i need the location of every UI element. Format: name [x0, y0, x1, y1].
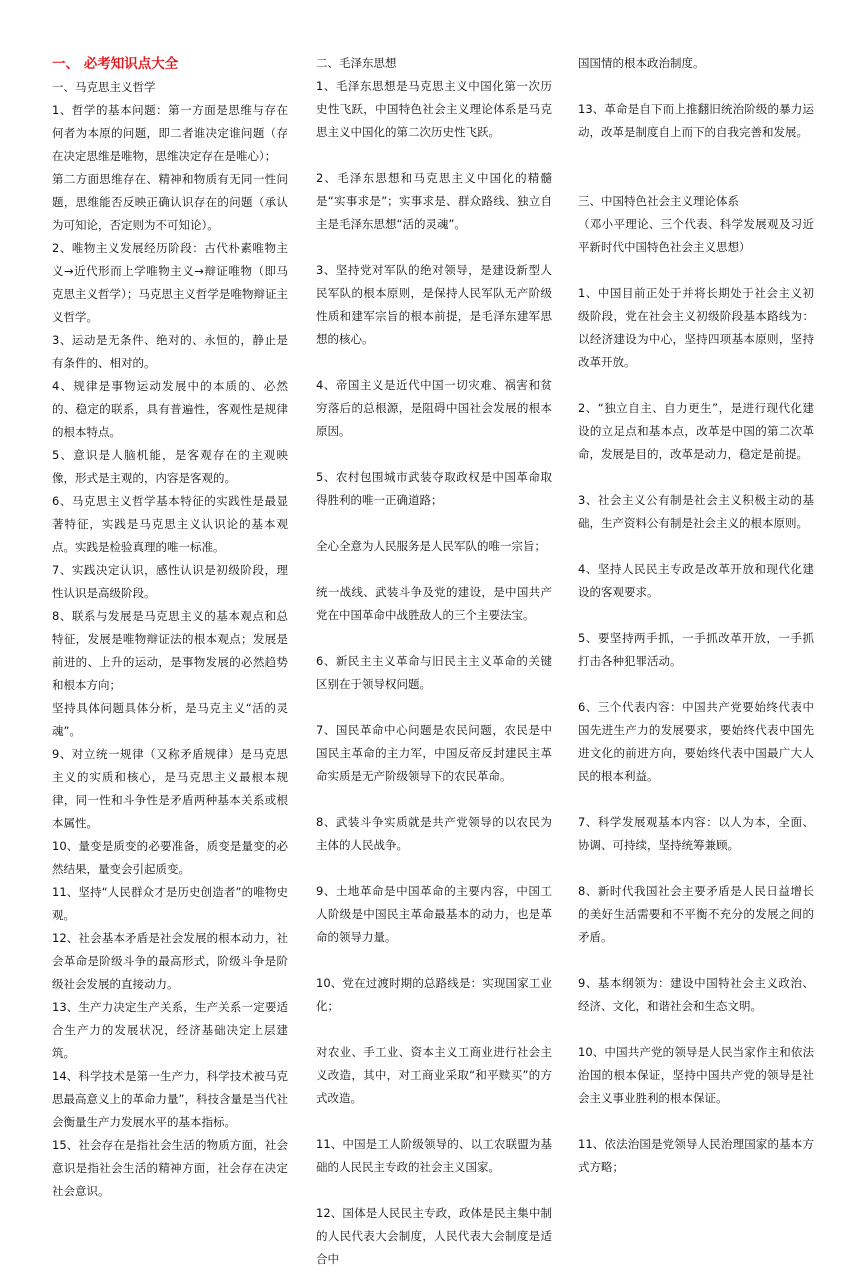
paragraph: 第二方面思维存在、精神和物质有无同一性问题，思维能否反映正确认识存在的问题（承认为可知论，否定则为不可知论）。	[52, 172, 288, 232]
paragraph: 全心全意为人民服务是人民军队的唯一宗旨；	[316, 539, 546, 553]
paragraph: 6、新民主主义革命与旧民主主义革命的关键区别在于领导权问题。	[316, 654, 552, 691]
paragraph: 9、土地革命是中国革命的主要内容，中国工人阶级是中国民主革命最基本的动力，也是革命的领导力量。	[316, 884, 552, 944]
paragraph: 4、帝国主义是近代中国一切灾难、祸害和贫穷落后的总根源，是阻碍中国社会发展的根本原因。	[316, 378, 552, 438]
paragraph: 1、哲学的基本问题：第一方面是思维与存在何者为本原的问题，即二者谁决定谁问题（存在决定思维是唯物，思维决定存在是唯心）；	[52, 103, 288, 163]
paragraph: 5、意识是人脑机能，是客观存在的主观映像，形式是主观的，内容是客观的。	[52, 448, 288, 485]
paragraph: 3、运动是无条件、绝对的、永恒的，静止是有条件的、相对的。	[52, 333, 288, 370]
paragraph: 2、唯物主义发展经历阶段：古代朴素唯物主义→近代形而上学唯物主义→辩证唯物（即马克思主义哲学）；马克思主义哲学是唯物辩证主义哲学。	[52, 241, 288, 324]
paragraph: 3、社会主义公有制是社会主义积极主动的基础，生产资料公有制是社会主义的根本原则。	[578, 493, 814, 530]
paragraph: 6、马克思主义哲学基本特征的实践性是最显著特征，实践是马克思主义认识论的基本观点。实践是检验真理的唯一标准。	[52, 494, 288, 554]
paragraph: 15、社会存在是指社会生活的物质方面，社会意识是指社会生活的精神方面，社会存在决定社会意识。	[52, 1138, 288, 1198]
paragraph: 2、毛泽东思想和马克思主义中国化的精髓是“实事求是”；实事求是、群众路线、独立自主是毛泽东思想“活的灵魂”。	[316, 171, 552, 231]
page-title: 一、 必考知识点大全	[52, 56, 179, 72]
paragraph: 9、对立统一规律（又称矛盾规律）是马克思主义的实质和核心，是马克思主义最根本规律，同一性和斗争性是矛盾两种基本关系或根本属性。	[52, 747, 288, 830]
section-heading: 三、中国特色社会主义理论体系	[578, 194, 739, 208]
paragraph: 11、依法治国是党领导人民治理国家的基本方式方略；	[578, 1137, 814, 1174]
paragraph: 10、中国共产党的领导是人民当家作主和依法治国的根本保证，坚持中国共产党的领导是社会主义事业胜利的根本保证。	[578, 1045, 814, 1105]
paragraph: 13、生产力决定生产关系，生产关系一定要适合生产力的发展状况，经济基础决定上层建筑。	[52, 1000, 288, 1060]
column-3	[578, 52, 814, 1179]
paragraph: 2、“独立自主、自力更生”，是进行现代化建设的立足点和基本点，改革是中国的第二次革命，发展是目的，改革是动力，稳定是前提。	[578, 401, 814, 461]
paragraph: 13、革命是自下而上推翻旧统治阶级的暴力运动，改革是制度自上而下的自我完善和发展。	[578, 102, 814, 139]
column-1	[52, 52, 288, 1203]
paragraph: 4、规律是事物运动发展中的本质的、必然的、稳定的联系，具有普遍性，客观性是规律的根本特点。	[52, 379, 288, 439]
paragraph: 5、农村包围城市武装夺取政权是中国革命取得胜利的唯一正确道路；	[316, 470, 552, 507]
paragraph: 7、实践决定认识，感性认识是初级阶段，理性认识是高级阶段。	[52, 563, 288, 600]
paragraph: 1、中国目前正处于并将长期处于社会主义初级阶段，党在社会主义初级阶段基本路线为：以经济建设为中心，坚持四项基本原则，坚持改革开放。	[578, 286, 814, 369]
paragraph: 统一战线、武装斗争及党的建设，是中国共产党在中国革命中战胜敌人的三个主要法宝。	[316, 585, 552, 622]
paragraph: 对农业、手工业、资本主义工商业进行社会主义改造，其中，对工商业采取“和平赎买”的方式改造。	[316, 1045, 552, 1105]
paragraph: 1、毛泽东思想是马克思主义中国化第一次历史性飞跃，中国特色社会主义理论体系是马克思主义中国化的第二次历史性飞跃。	[316, 79, 552, 139]
paragraph: （邓小平理论、三个代表、科学发展观及习近平新时代中国特色社会主义思想）	[578, 217, 814, 254]
paragraph: 7、国民革命中心问题是农民问题，农民是中国民主革命的主力军，中国反帝反封建民主革命实质是无产阶级领导下的农民革命。	[316, 723, 552, 783]
paragraph: 11、坚持“人民群众才是历史创造者”的唯物史观。	[52, 885, 288, 922]
paragraph: 11、中国是工人阶级领导的、以工农联盟为基础的人民民主专政的社会主义国家。	[316, 1137, 552, 1174]
section-heading: 二、毛泽东思想	[316, 56, 397, 70]
section-heading: 一、马克思主义哲学	[52, 80, 156, 94]
paragraph: 8、新时代我国社会主要矛盾是人民日益增长的美好生活需要和不平衡不充分的发展之间的矛盾。	[578, 884, 814, 944]
paragraph: 14、科学技术是第一生产力，科学技术被马克思最高意义上的革命力量”，科技含量是当代社会衡量生产力发展水平的基本指标。	[52, 1069, 288, 1129]
paragraph: 7、科学发展观基本内容：以人为本，全面、协调、可持续，坚持统筹兼顾。	[578, 815, 814, 852]
paragraph: 8、联系与发展是马克思主义的基本观点和总特征，发展是唯物辩证法的根本观点；发展是前进的、上升的运动，是事物发展的必然趋势和根本方向；	[52, 609, 288, 692]
paragraph: 6、三个代表内容：中国共产党要始终代表中国先进生产力的发展要求，要始终代表中国先进文化的前进方向，要始终代表中国最广大人民的根本利益。	[578, 700, 814, 783]
paragraph: 5、要坚持两手抓，一手抓改革开放，一手抓打击各种犯罪活动。	[578, 631, 814, 668]
paragraph: 坚持具体问题具体分析，是马克主义“活的灵魂”。	[52, 701, 288, 738]
paragraph: 12、国体是人民民主专政，政体是民主集中制的人民代表大会制度，人民代表大会制度是适合中	[316, 1206, 552, 1266]
paragraph: 10、量变是质变的必要准备，质变是量变的必然结果，量变会引起质变。	[52, 839, 288, 876]
paragraph: 12、社会基本矛盾是社会发展的根本动力，社会革命是阶级斗争的最高形式，阶级斗争是阶级社会发展的直接动力。	[52, 931, 288, 991]
paragraph: 9、基本纲领为：建设中国特社会主义政治、经济、文化，和谐社会和生态文明。	[578, 976, 814, 1013]
paragraph: 8、武装斗争实质就是共产党领导的以农民为主体的人民战争。	[316, 815, 552, 852]
paragraph: 3、坚持党对军队的绝对领导，是建设新型人民军队的根本原则，是保持人民军队无产阶级性质和建军宗旨的根本前提，是毛泽东建军思想的核心。	[316, 263, 552, 346]
paragraph: 10、党在过渡时期的总路线是：实现国家工业化；	[316, 976, 552, 1013]
paragraph: 4、坚持人民民主专政是改革开放和现代化建设的客观要求。	[578, 562, 814, 599]
paragraph: 国国情的根本政治制度。	[578, 56, 705, 70]
column-2	[316, 52, 552, 1271]
